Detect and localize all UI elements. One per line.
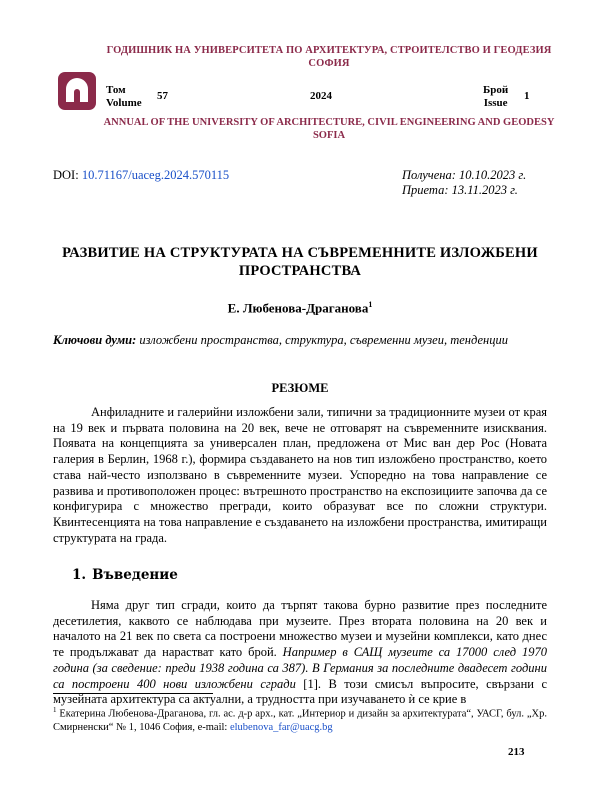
footnote [53,704,547,734]
summary-heading: РЕЗЮМЕ [271,381,329,395]
issue-label [483,84,508,110]
accepted-date: Приета: 13.11.2023 г. [402,183,518,197]
issue-label-bg: Брой [483,84,509,96]
doi-link[interactable]: 10.71167/uaceg.2024.570115 [81,168,230,182]
doi-label: DOI: [53,168,82,182]
author-name: Е. Любенова-Драганова [227,300,369,316]
issue-label-en: Issue [483,97,508,109]
intro-text-italic: Например в САЩ музеите са 17000 след 1970 година (за сведение: преди 1938 година са 387). В Германия за последните двадесет години са построени 400 нови изложбени сгради [53,645,547,691]
volume-label-en: Volume [106,97,142,109]
intro-text-part2: [1]. В този смисъл въпросите, свързани с музейната архитектура са актуални, а трудността при изучаването ѝ се крие в [53,676,547,707]
intro-text-part1: Няма друг тип сгради, които да търпят такова бурно развитие през последните десетилетия, каквото се наблюдава при музеите. През втората половина на 20 век и началото на 21 век по света са построени множество музеи и музейни комплекси, като днес те продължават да нарастват като брой. [53,598,547,660]
abstract-text: Анфиладните и галерийни изложбени зали, типични за традиционните музеи от края на 19 век и първата половина на 20 век, вече не отговарят на съвременните изисквания. Появата на концепцията за универсален план, предложена от Мис ван дер Рос (Новата галерия в Берлин, 1968 г.), формира създаването на нов тип изложбено пространство, което става най-често използвано в съвременните музеи. Успоредно на това направление се развива и противоположен процес: вътрешното пространство на експозициите започва да се конфигурира с множество прегради, които образуват все по сложни структури. Квинтесенцията на това направление е създаването на изложбени пространства, имитиращи структурата на града. [53,405,547,545]
article-dates [402,168,526,198]
footnote-divider [53,693,213,694]
doi-line [53,168,229,183]
volume-number: 57 [157,90,168,102]
footnote-marker: 1 [53,706,57,714]
journal-title-bg: ГОДИШНИК НА УНИВЕРСИТЕТА ПО АРХИТЕКТУРА, СТРОИТЕЛСТВО И ГЕОДЕЗИЯ СОФИЯ [106,45,552,69]
volume-label-bg: Том [106,84,126,96]
article-title: РАЗВИТИЕ НА СТРУКТУРАТА НА СЪВРЕМЕННИТЕ ИЗЛОЖБЕНИ ПРОСТРАНСТВА [62,245,538,279]
footnote-text: Екатерина Любенова-Драганова, гл. ас. д-р арх., кат. „Интериор и дизайн за архитектурата“, УАСГ, бул. „Хр. Смирненски“ № 1, 1046 София, e-mail: [53,708,547,733]
section-heading [72,567,178,583]
university-logo-icon [58,72,96,110]
issue-number: 1 [524,90,530,102]
author [60,300,540,316]
keywords-text: изложбени пространства, структура, съвременни музеи, тенденции [136,333,508,347]
section-title: Въведение [92,567,178,583]
introduction-text [53,598,547,708]
author-email-link[interactable]: elubenova_far@uacg.bg [229,721,333,733]
keywords [53,332,547,348]
section-number: 1. [72,567,87,583]
author-footnote-marker: 1 [368,300,373,309]
keywords-label: Ключови думи: [53,333,137,347]
page-number: 213 [508,746,525,758]
year: 2024 [310,90,332,102]
volume-label [106,84,142,110]
journal-title-en: ANNUAL OF THE UNIVERSITY OF ARCHITECTURE, CIVIL ENGINEERING AND GEODESY SOFIA [103,117,555,141]
received-date: Получена: 10.10.2023 г. [402,168,527,182]
